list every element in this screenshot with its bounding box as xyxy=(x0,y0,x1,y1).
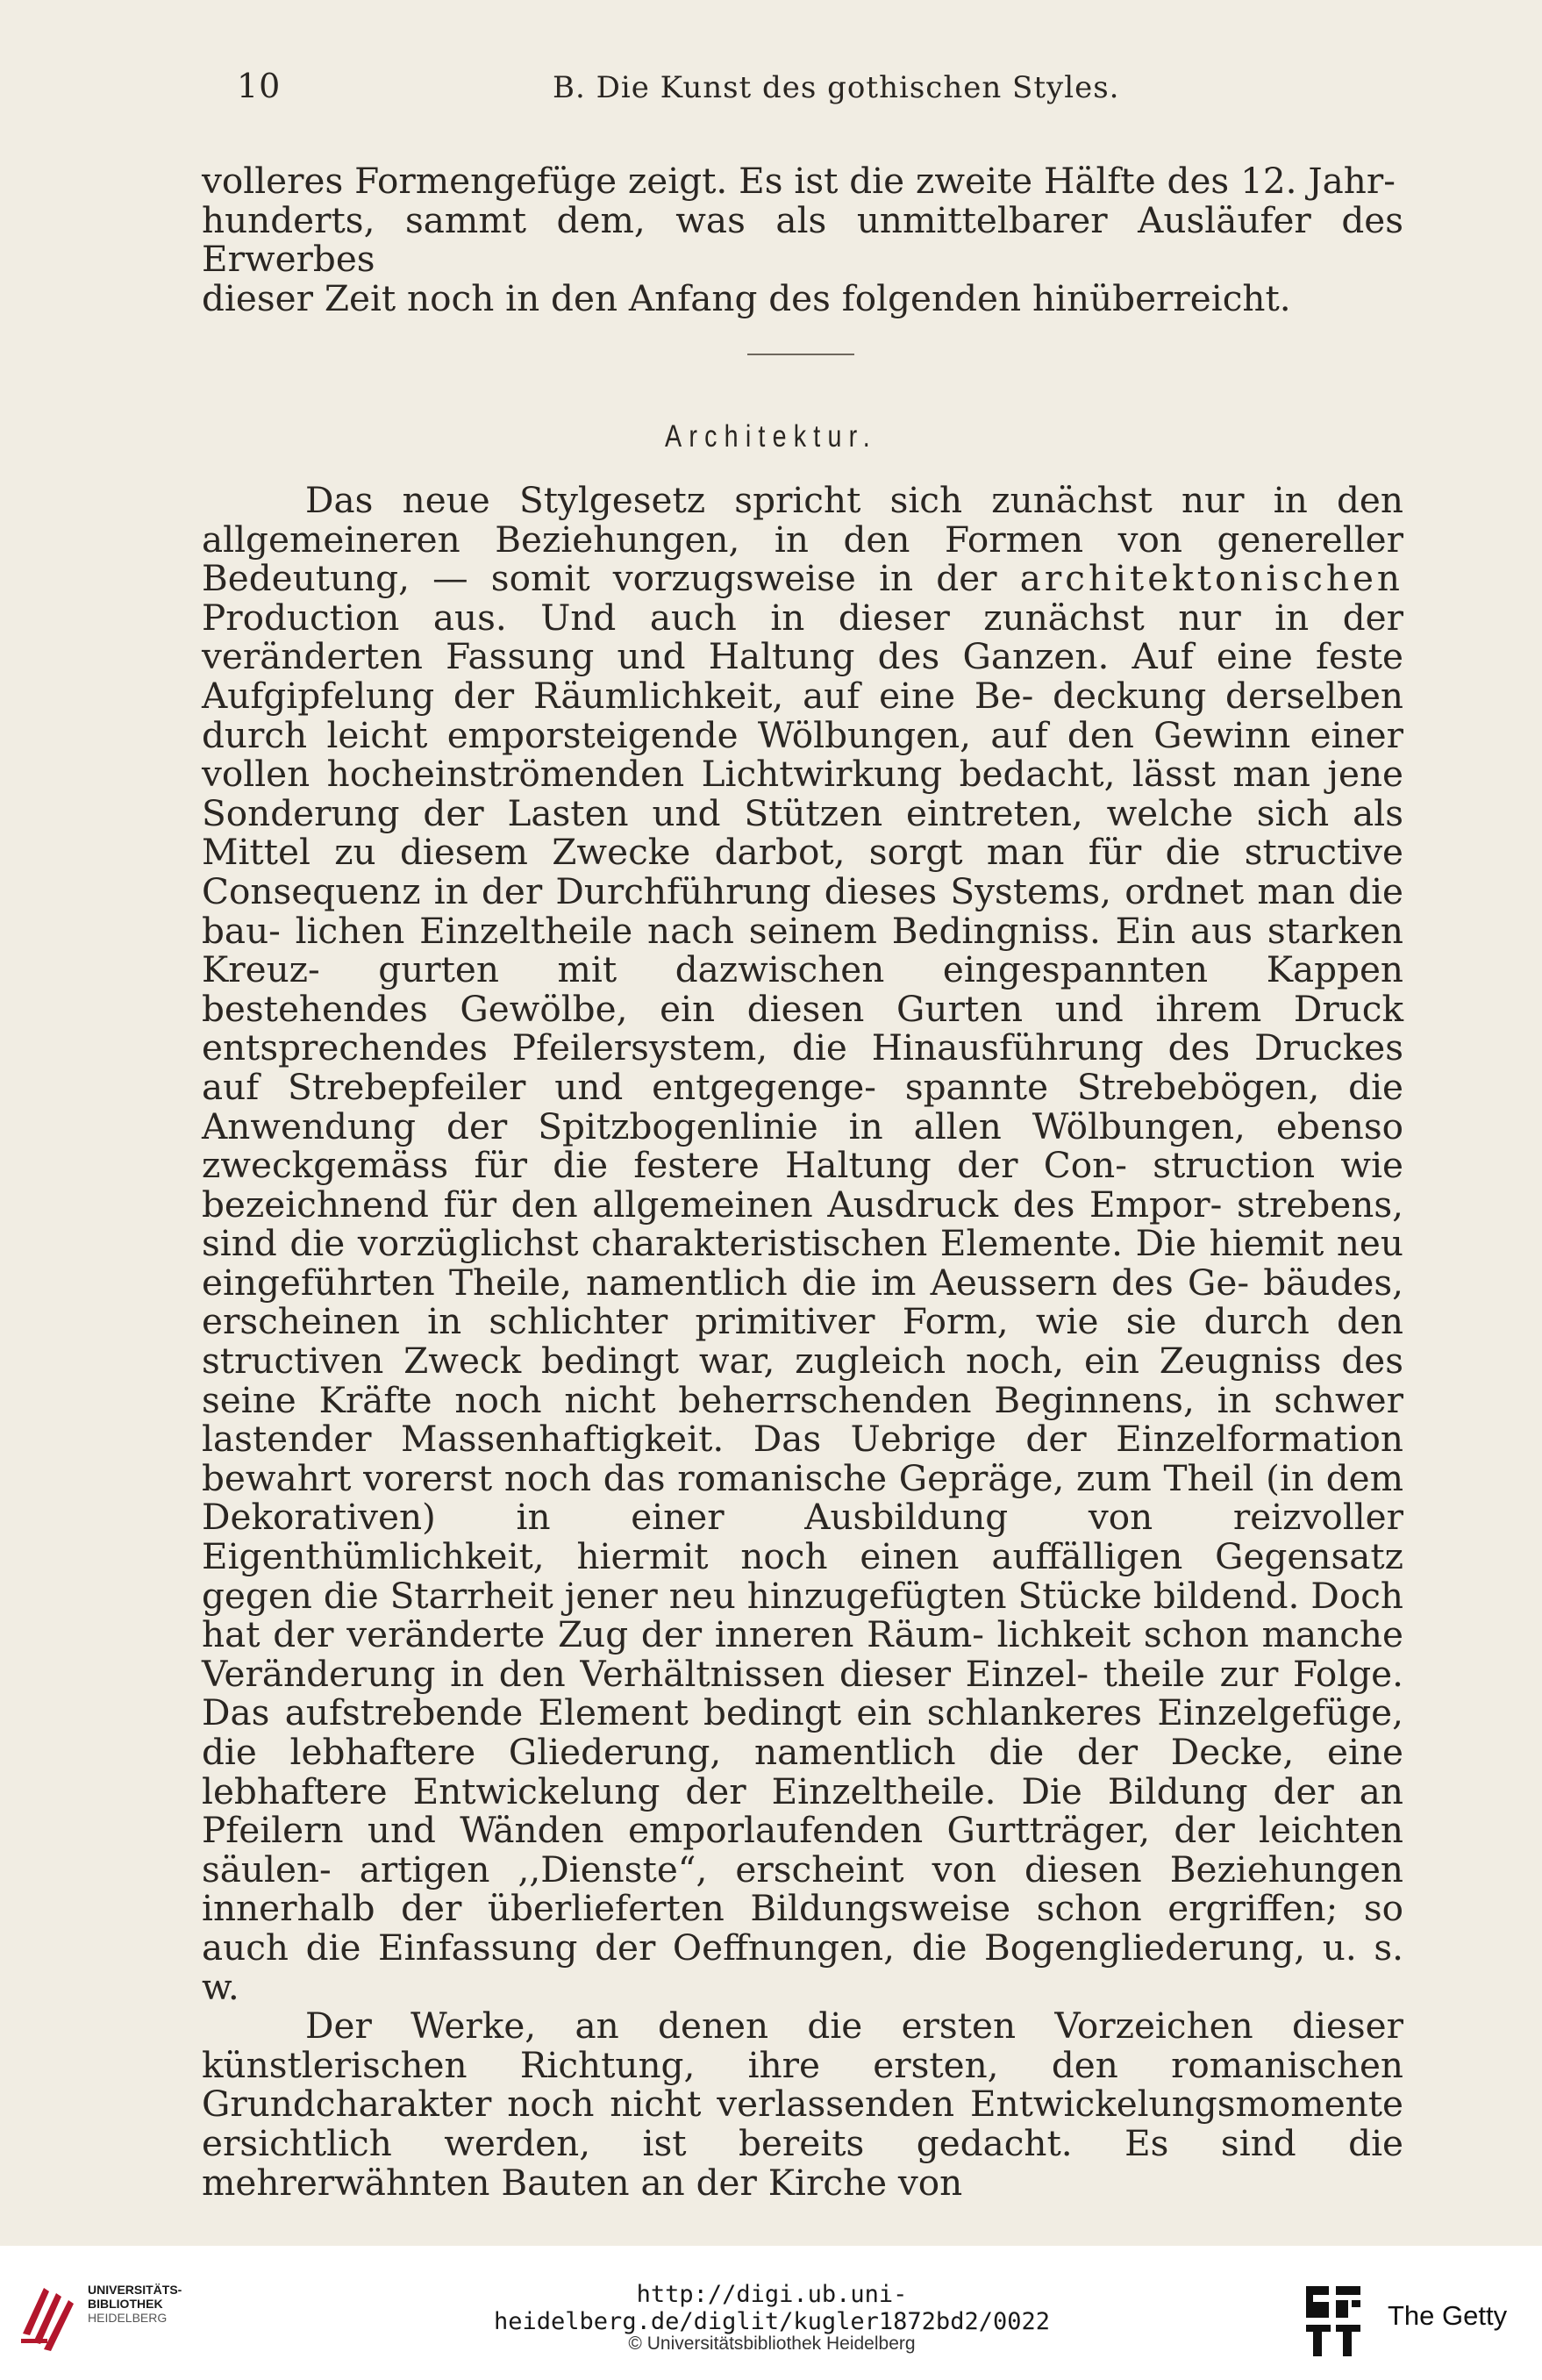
text-line: Gewinn einer vollen hocheinströmenden Lichtwirkung bedacht, lässt xyxy=(202,713,1403,796)
text-line: auffälligen Gegensatz gegen die Starrheit jener neu hinzugefügten xyxy=(202,1535,1404,1617)
main-text xyxy=(202,481,1403,2202)
text-line: Production aus. Und auch xyxy=(202,596,737,639)
text-line: der Oeffnungen, die Bogengliederung, u. s. w. xyxy=(202,1926,1403,2008)
text-line: eine lebhaftere Entwickelung der Einzeltheile. Die Bildung der an xyxy=(202,1731,1403,1812)
text-line: Pfeilern und Wänden emporlaufenden Gurtträger, der leichten säulen- xyxy=(202,1809,1403,1890)
emphasized-word: architektonischen xyxy=(1019,557,1404,600)
text-line: ein diesen Gurten und ihrem Druck entsprechendes Pfeilersystem, xyxy=(202,987,1403,1069)
text-line: bäudes, erscheinen in schlichter primitiver Form, wie sie durch den xyxy=(202,1261,1404,1343)
text-line: hiemit neu eingeführten Theile, namentlich die im Aeussern des Ge- xyxy=(202,1222,1403,1304)
text-line: noch das romanische Gepräge, zum Theil (in dem Dekorativen) in xyxy=(202,1456,1403,1539)
text-line: Kräfte noch nicht beherrschenden Beginnens, in schwer lastender xyxy=(202,1378,1404,1461)
getty-logo-icon xyxy=(1303,2281,1364,2360)
text-line: theile zur Folge. Das aufstrebende Element bedingt ein schlankeres xyxy=(202,1652,1403,1734)
text-line: lichkeit schon manche Veränderung in den Verhältnissen dieser Einzel- xyxy=(202,1613,1403,1695)
text-line: structiven Zweck bedingt war, zugleich noch, ein Zeugniss des seine xyxy=(202,1340,1403,1421)
copyright-notice: © Universitätsbibliothek Heidelberg xyxy=(628,2334,916,2354)
text-line: artigen ,,Dienste“, erscheint von diesen Beziehungen innerhalb der xyxy=(202,1848,1404,1930)
text-line: hunderts, sammt dem, was als unmittelbarer Ausläufer des Erwerbes xyxy=(202,198,1403,281)
permalink-url[interactable]: http://digi.ub.uni-heidelberg.de/diglit/kugler1872bd2/0022 xyxy=(494,2281,1050,2335)
text-line: vorzugsweise in der xyxy=(612,557,1020,600)
paragraph-2 xyxy=(202,2006,1403,2202)
text-line: dieser Zeit noch in den Anfang des folgenden hinüberreicht. xyxy=(202,276,1291,319)
text-line: Das neue Stylgesetz spricht sich zunächst nur in den allgemeineren xyxy=(202,479,1403,561)
text-line: gedacht. Es sind die mehrerwähnten Bauten an der Kirche von xyxy=(202,2121,1403,2204)
digitization-footer xyxy=(0,2246,1542,2380)
text-line: Wölbungen, ebenso zweckgemäss für die festere Haltung der Con- xyxy=(202,1104,1404,1187)
running-head: B. Die Kunst des gothischen Styles. xyxy=(553,70,1120,105)
text-line: in dieser zunächst nur in der veränderten Fassung und Haltung des xyxy=(202,596,1403,678)
text-line: strebens, sind die vorzüglichst charakteristischen Elemente. Die xyxy=(202,1183,1403,1265)
text-line: Massenhaftigkeit. Das Uebrige der Einzelformation bewahrt vorerst xyxy=(202,1418,1404,1499)
text-line: Consequenz in der Durchführung dieses Systems, ordnet man die bau- xyxy=(202,869,1403,952)
university-library-logo-icon xyxy=(18,2281,84,2351)
text-line: gurten mit dazwischen eingespannten Kappen bestehendes Gewölbe, xyxy=(202,948,1403,1030)
text-line: einer Ausbildung von reizvoller Eigenthümlichkeit, hiermit noch einen xyxy=(202,1496,1403,1578)
paragraph-1 xyxy=(202,481,1403,2006)
text-line: deckung derselben durch leicht emporsteigende Wölbungen, auf den xyxy=(202,674,1403,756)
text-line: die Hinausführung des Druckes auf Strebepfeiler und entgegenge- xyxy=(202,1026,1404,1108)
text-line: Der Werke, an denen die ersten Vorzeichen dieser künstlerischen xyxy=(202,2005,1403,2086)
intro-paragraph xyxy=(202,161,1403,318)
text-line: Ganzen. Auf eine feste Aufgipfelung der Räumlichkeit, auf eine Be- xyxy=(202,635,1404,717)
paragraph-1-continuation xyxy=(202,597,1403,2008)
library-name: UNIVERSITÄTS- BIBLIOTHEK HEIDELBERG xyxy=(88,2283,182,2325)
text-line: spannte Strebebögen, die Anwendung der Spitzbogenlinie in allen xyxy=(202,1065,1403,1147)
text-line: Einzelgefüge, die lebhaftere Gliederung, namentlich die der Decke, xyxy=(202,1691,1403,1773)
text-line: als Mittel zu diesem Zwecke darbot, sorgt man für die structive xyxy=(202,791,1404,874)
text-line: lichen Einzeltheile nach seinem Bedingniss. Ein aus starken Kreuz- xyxy=(202,909,1403,991)
section-title: Architektur. xyxy=(665,419,877,454)
page-number: 10 xyxy=(237,67,282,105)
text-line: man jene Sonderung der Lasten und Stützen eintreten, welche sich xyxy=(202,753,1403,834)
text-line: volleres Formengefüge zeigt. Es ist die zweite Hälfte des 12. Jahr- xyxy=(202,160,1396,202)
text-line: Richtung, ihre ersten, den romanischen Grundcharakter noch nicht xyxy=(202,2043,1404,2126)
text-line: verlassenden Entwickelungsmomente ersichtlich werden, ist bereits xyxy=(202,2083,1403,2164)
text-line: Stücke bildend. Doch hat der veränderte Zug der inneren Räum- xyxy=(202,1574,1403,1656)
getty-label: The Getty xyxy=(1388,2300,1508,2331)
text-line: überlieferten Bildungsweise schon ergriffen; so auch die Einfassung xyxy=(202,1887,1403,1969)
page-header xyxy=(237,67,1430,119)
text-line: Beziehungen, in den Formen von genereller Bedeutung, — somit xyxy=(202,518,1403,600)
text-line: struction wie bezeichnend für den allgemeinen Ausdruck des Empor- xyxy=(202,1144,1404,1226)
section-divider xyxy=(747,354,854,355)
